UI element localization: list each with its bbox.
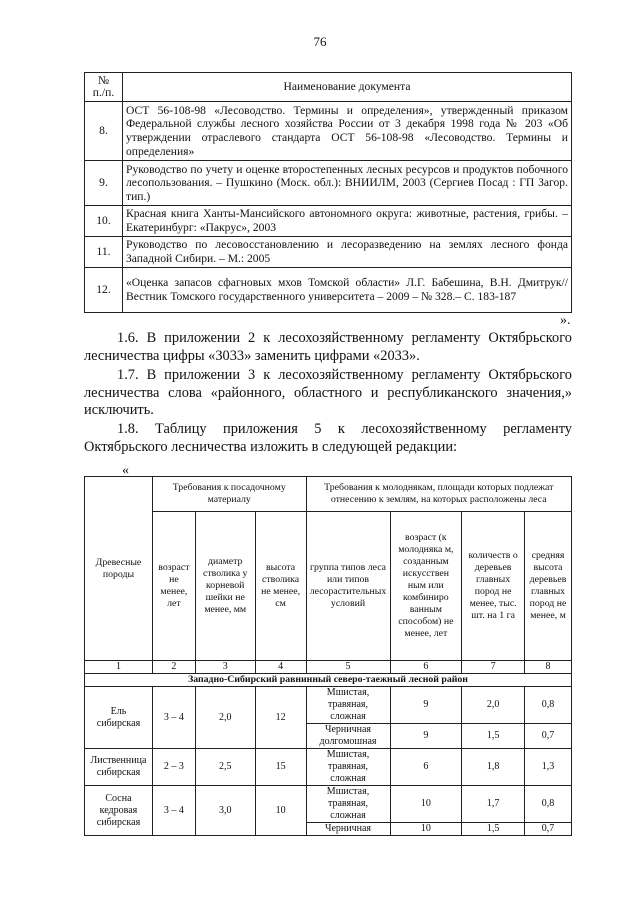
- avg-height-cell: 1,3: [525, 749, 572, 786]
- species-cell: Ель сибирская: [85, 687, 153, 749]
- forest-type-cell: Мшистая, травяная, сложная: [306, 687, 390, 724]
- header-num: № п./п.: [85, 73, 123, 102]
- zone-title: Западно-Сибирский равнинный северо-таежный лесной район: [85, 674, 572, 687]
- forest-type-cell: Черничная долгомошная: [306, 724, 390, 749]
- row-text: Руководство по учету и оценке второстепенных лесных ресурсов и продуктов побочного лесопользования. – Пушкино (Моск. обл.): ВНИИЛМ, 2003 (Сергиев Посад : ГП Загор. тип.): [123, 161, 572, 206]
- header-height: высота стволика не менее, см: [255, 512, 306, 661]
- header-avg-height: средняя высота деревьев главных пород не менее, м: [525, 512, 572, 661]
- forest-type-cell: Мшистая, травяная, сложная: [306, 786, 390, 823]
- col-number: 2: [152, 661, 195, 674]
- col-number: 1: [85, 661, 153, 674]
- table-row: [85, 786, 572, 823]
- column-number-row: [85, 661, 572, 674]
- zone-row: [85, 674, 572, 687]
- header-age: возраст не менее, лет: [152, 512, 195, 661]
- paragraph-1-6: 1.6. В приложении 2 к лесохозяйственному регламенту Октябрьского лесничества цифры «3033» заменить цифрами «2033».: [84, 330, 572, 364]
- row-text: Красная книга Ханты-Мансийского автономного округа: животные, растения, грибы. – Екатеринбург: «Пакрус», 2003: [123, 206, 572, 237]
- table-row: [85, 687, 572, 724]
- col-number: 8: [525, 661, 572, 674]
- closing-quote: ».: [560, 313, 571, 328]
- diameter-cell: 3,0: [195, 786, 255, 836]
- row-num: 8.: [85, 102, 123, 161]
- header-name: Наименование документа: [123, 73, 572, 102]
- col-number: 7: [462, 661, 525, 674]
- col-number: 6: [390, 661, 462, 674]
- count-cell: 1,5: [462, 724, 525, 749]
- avg-height-cell: 0,8: [525, 687, 572, 724]
- species-cell: Сосна кедровая сибирская: [85, 786, 153, 836]
- open-quote: «: [122, 463, 129, 478]
- young-age-cell: 9: [390, 687, 462, 724]
- page-number: 76: [313, 34, 327, 49]
- age-cell: 3 – 4: [152, 687, 195, 749]
- row-num: 9.: [85, 161, 123, 206]
- young-age-cell: 6: [390, 749, 462, 786]
- header-forest-type: группа типов леса или типов лесорастительных условий: [306, 512, 390, 661]
- height-cell: 12: [255, 687, 306, 749]
- table-row: [85, 749, 572, 786]
- count-cell: 2,0: [462, 687, 525, 724]
- regulation-table: [84, 476, 572, 836]
- avg-height-cell: 0,7: [525, 823, 572, 836]
- col-number: 5: [306, 661, 390, 674]
- row-text: ОСТ 56-108-98 «Лесоводство. Термины и определения», утвержденный приказом Федеральной службы лесного хозяйства России от 3 декабря 1998 года № 203 «Об утверждении отраслевого стандарта ОСТ 56-108-98 «Лесоводство. Термины и определения»: [123, 102, 572, 161]
- header-planting-group: Требования к посадочному материалу: [152, 477, 306, 512]
- diameter-cell: 2,0: [195, 687, 255, 749]
- avg-height-cell: 0,8: [525, 786, 572, 823]
- table-header-row: [85, 73, 572, 102]
- table-row: [85, 237, 572, 268]
- col-number: 3: [195, 661, 255, 674]
- age-cell: 2 – 3: [152, 749, 195, 786]
- table-header-row: [85, 512, 572, 661]
- young-age-cell: 10: [390, 786, 462, 823]
- forest-type-cell: Мшистая, травяная, сложная: [306, 749, 390, 786]
- table-row: [85, 268, 572, 313]
- table-header-row: [85, 477, 572, 512]
- count-cell: 1,8: [462, 749, 525, 786]
- young-age-cell: 10: [390, 823, 462, 836]
- diameter-cell: 2,5: [195, 749, 255, 786]
- header-main-count: количеств о деревьев главных пород не менее, тыс. шт. на 1 га: [462, 512, 525, 661]
- paragraph-1-8: 1.8. Таблицу приложения 5 к лесохозяйственному регламенту Октябрьского лесничества изложить в следующей редакции:: [84, 421, 572, 455]
- row-text: Руководство по лесовосстановлению и лесоразведению на землях лесного фонда Западной Сибири. – М.: 2005: [123, 237, 572, 268]
- header-species: Древесные породы: [85, 477, 153, 661]
- paragraph-1-7: 1.7. В приложении 3 к лесохозяйственному регламенту Октябрьского лесничества слова «районного, областного и республиканского значения,» исключить.: [84, 367, 572, 418]
- species-cell: Лиственница сибирская: [85, 749, 153, 786]
- count-cell: 1,7: [462, 786, 525, 823]
- young-age-cell: 9: [390, 724, 462, 749]
- header-young-age: возраст (к молодняка м, созданным искусствен ным или комбиниро ванным способом) не менее, лет: [390, 512, 462, 661]
- avg-height-cell: 0,7: [525, 724, 572, 749]
- count-cell: 1,5: [462, 823, 525, 836]
- row-num: 10.: [85, 206, 123, 237]
- header-young-group: Требования к молоднякам, площади которых подлежат отнесению к землям, на которых расположены леса: [306, 477, 571, 512]
- age-cell: 3 – 4: [152, 786, 195, 836]
- height-cell: 15: [255, 749, 306, 786]
- row-num: 12.: [85, 268, 123, 313]
- row-num: 11.: [85, 237, 123, 268]
- row-text: «Оценка запасов сфагновых мхов Томской области» Л.Г. Бабешина, В.Н. Дмитрук// Вестник Томского государственного университета – 2009 – № 328.– С. 183-187: [123, 268, 572, 313]
- document-list-table: [84, 72, 572, 313]
- forest-type-cell: Черничная: [306, 823, 390, 836]
- height-cell: 10: [255, 786, 306, 836]
- table-row: [85, 161, 572, 206]
- header-diameter: диаметр стволика у корневой шейки не менее, мм: [195, 512, 255, 661]
- table-row: [85, 102, 572, 161]
- col-number: 4: [255, 661, 306, 674]
- table-row: [85, 206, 572, 237]
